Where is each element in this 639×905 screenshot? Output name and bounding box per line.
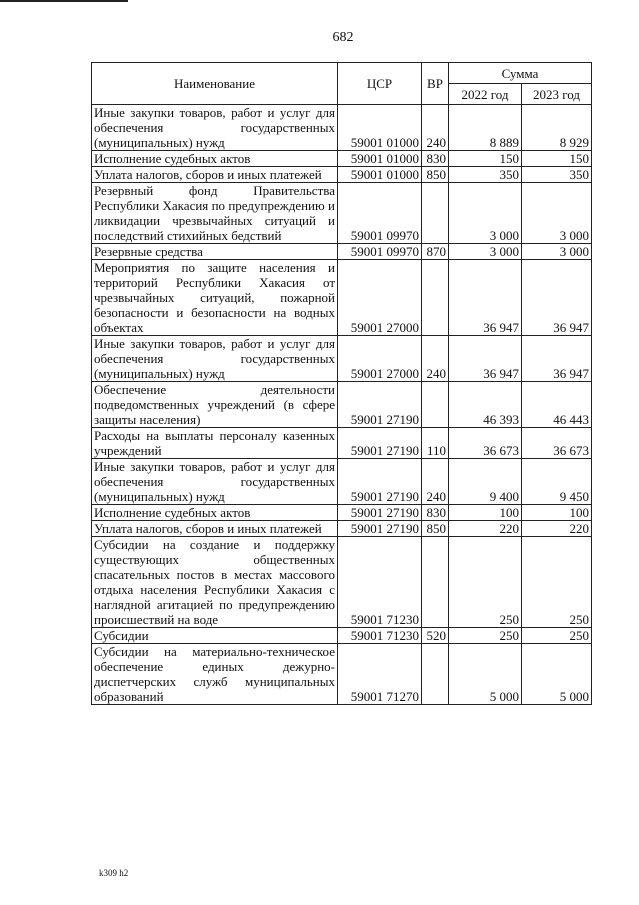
cell-csr: 59001 01000 bbox=[338, 151, 422, 167]
cell-y2023: 3 000 bbox=[522, 183, 592, 244]
cell-vr bbox=[422, 382, 449, 428]
cell-y2023: 46 443 bbox=[522, 382, 592, 428]
cell-y2022: 100 bbox=[449, 505, 522, 521]
cell-y2022: 46 393 bbox=[449, 382, 522, 428]
cell-y2022: 3 000 bbox=[449, 183, 522, 244]
table-row bbox=[92, 628, 592, 644]
cell-csr: 59001 01000 bbox=[338, 167, 422, 183]
cell-csr: 59001 27190 bbox=[338, 521, 422, 537]
budget-table bbox=[91, 62, 592, 705]
table-row bbox=[92, 167, 592, 183]
cell-name: Исполнение судебных актов bbox=[92, 505, 338, 521]
cell-y2022: 9 400 bbox=[449, 459, 522, 505]
cell-csr: 59001 71230 bbox=[338, 628, 422, 644]
cell-name: Обеспечение деятельности подведомственных учреждений (в сфере защиты населения) bbox=[92, 382, 338, 428]
cell-vr: 240 bbox=[422, 105, 449, 151]
cell-y2023: 36 673 bbox=[522, 428, 592, 459]
cell-name: Резервные средства bbox=[92, 244, 338, 260]
table-row bbox=[92, 505, 592, 521]
table-row bbox=[92, 244, 592, 260]
cell-csr: 59001 27190 bbox=[338, 459, 422, 505]
cell-name: Резервный фонд Правительства Республики Хакасия по предупреждению и ликвидации чрезвычайных ситуаций и последствий стихийных бедствий bbox=[92, 183, 338, 244]
header-name: Наименование bbox=[92, 63, 338, 105]
cell-y2022: 5 000 bbox=[449, 644, 522, 705]
top-rule bbox=[0, 0, 128, 2]
header-year-2023: 2023 год bbox=[522, 84, 592, 105]
page-number: 682 bbox=[332, 30, 354, 45]
cell-name: Иные закупки товаров, работ и услуг для обеспечения государственных (муниципальных) нужд bbox=[92, 336, 338, 382]
cell-y2022: 250 bbox=[449, 537, 522, 628]
footer-code: k309 h2 bbox=[99, 868, 129, 878]
cell-name: Иные закупки товаров, работ и услуг для обеспечения государственных (муниципальных) нужд bbox=[92, 459, 338, 505]
cell-y2023: 150 bbox=[522, 151, 592, 167]
cell-name: Субсидии bbox=[92, 628, 338, 644]
cell-vr: 520 bbox=[422, 628, 449, 644]
cell-vr: 110 bbox=[422, 428, 449, 459]
table-row bbox=[92, 382, 592, 428]
header-vr: ВР bbox=[422, 63, 449, 105]
table-row bbox=[92, 537, 592, 628]
table-row bbox=[92, 105, 592, 151]
header-sum: Сумма bbox=[449, 63, 592, 84]
cell-csr: 59001 27190 bbox=[338, 428, 422, 459]
cell-csr: 59001 27190 bbox=[338, 382, 422, 428]
table-row bbox=[92, 260, 592, 336]
cell-y2023: 250 bbox=[522, 537, 592, 628]
cell-y2023: 36 947 bbox=[522, 336, 592, 382]
header-year-2022: 2022 год bbox=[449, 84, 522, 105]
cell-csr: 59001 71230 bbox=[338, 537, 422, 628]
table-row bbox=[92, 428, 592, 459]
cell-name: Мероприятия по защите населения и территорий Республики Хакасия от чрезвычайных ситуаций, пожарной безопасности и безопасности на водных объектах bbox=[92, 260, 338, 336]
table-row bbox=[92, 151, 592, 167]
cell-y2022: 36 673 bbox=[449, 428, 522, 459]
cell-y2023: 5 000 bbox=[522, 644, 592, 705]
cell-name: Исполнение судебных актов bbox=[92, 151, 338, 167]
cell-vr: 240 bbox=[422, 336, 449, 382]
cell-name: Уплата налогов, сборов и иных платежей bbox=[92, 521, 338, 537]
header-csr: ЦСР bbox=[338, 63, 422, 105]
cell-y2022: 150 bbox=[449, 151, 522, 167]
cell-y2023: 350 bbox=[522, 167, 592, 183]
cell-name: Уплата налогов, сборов и иных платежей bbox=[92, 167, 338, 183]
cell-y2022: 220 bbox=[449, 521, 522, 537]
cell-name: Расходы на выплаты персоналу казенных учреждений bbox=[92, 428, 338, 459]
cell-y2023: 36 947 bbox=[522, 260, 592, 336]
cell-csr: 59001 27000 bbox=[338, 336, 422, 382]
cell-y2022: 8 889 bbox=[449, 105, 522, 151]
cell-vr: 850 bbox=[422, 521, 449, 537]
cell-y2023: 9 450 bbox=[522, 459, 592, 505]
table-row bbox=[92, 521, 592, 537]
cell-vr bbox=[422, 644, 449, 705]
cell-vr bbox=[422, 183, 449, 244]
cell-csr: 59001 27190 bbox=[338, 505, 422, 521]
cell-vr bbox=[422, 537, 449, 628]
cell-csr: 59001 27000 bbox=[338, 260, 422, 336]
cell-y2022: 350 bbox=[449, 167, 522, 183]
cell-y2023: 8 929 bbox=[522, 105, 592, 151]
cell-vr: 830 bbox=[422, 505, 449, 521]
table-row bbox=[92, 183, 592, 244]
table-row bbox=[92, 644, 592, 705]
table-row bbox=[92, 336, 592, 382]
cell-name: Субсидии на материально-техническое обеспечение единых дежурно-диспетчерских служб муниципальных образований bbox=[92, 644, 338, 705]
cell-y2022: 250 bbox=[449, 628, 522, 644]
cell-vr: 830 bbox=[422, 151, 449, 167]
cell-csr: 59001 01000 bbox=[338, 105, 422, 151]
cell-y2023: 220 bbox=[522, 521, 592, 537]
cell-y2023: 250 bbox=[522, 628, 592, 644]
cell-vr: 850 bbox=[422, 167, 449, 183]
cell-y2022: 3 000 bbox=[449, 244, 522, 260]
cell-vr: 240 bbox=[422, 459, 449, 505]
cell-y2022: 36 947 bbox=[449, 260, 522, 336]
cell-csr: 59001 09970 bbox=[338, 183, 422, 244]
cell-name: Иные закупки товаров, работ и услуг для обеспечения государственных (муниципальных) нужд bbox=[92, 105, 338, 151]
cell-csr: 59001 09970 bbox=[338, 244, 422, 260]
cell-y2022: 36 947 bbox=[449, 336, 522, 382]
cell-name: Субсидии на создание и поддержку существующих общественных спасательных постов в местах массового отдыха населения Республики Хакасия с наглядной агитацией по предупреждению происшествий на воде bbox=[92, 537, 338, 628]
cell-y2023: 3 000 bbox=[522, 244, 592, 260]
table-row bbox=[92, 459, 592, 505]
cell-y2023: 100 bbox=[522, 505, 592, 521]
cell-vr: 870 bbox=[422, 244, 449, 260]
cell-vr bbox=[422, 260, 449, 336]
cell-csr: 59001 71270 bbox=[338, 644, 422, 705]
